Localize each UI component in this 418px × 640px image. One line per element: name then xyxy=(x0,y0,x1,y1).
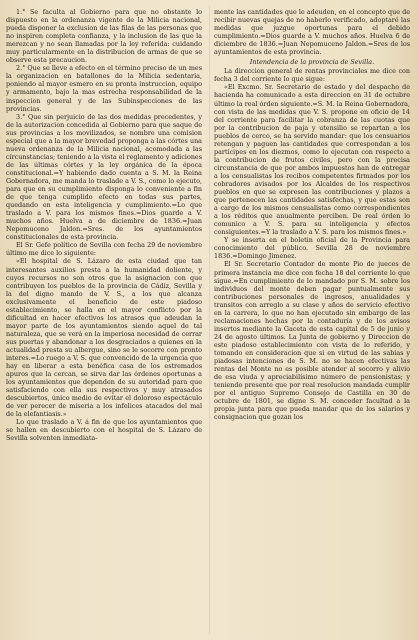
paragraph-5: «El hospital de S. Lázaro de esta ciudad que tan interesantes auxilios presta a la humanidad doliente, y cuyos recursos no son otros que la asignacion con que contribuyen los pueblos de la provincia de Cádiz, Sevilla y la del digno mando de V. S., a los que alcanza exclusivamente el beneficio de este piadoso establecimiento, se halla en el mayor conflicto por la dificultad en hacer efectivos los atrasos que adeudan la mayor parte de los ayuntamientos siendo aquel de tal naturaleza, que se verá en la imperiosa necesidad de cerrar sus puertas y abandonar a los desgraciados a quienes en la actualidad presta su albergue, sino se le socorre con pronto interes.=Lo ruego a V. S. que convencido de la urgencia que hay en liberar a esta benéfica casa de los estremados apuros que la cercan, se sirva dar las órdenes oportunas a los ayuntamientos que dependen de su autoridad para que satisfaciendo con ella sus respectivos y muy atrasados descubiertos, único medio de evitar el doloroso espectáculo de ver perecer de miseria a los infelices atacados del mal de la elefantiasis.» xyxy=(6,257,202,419)
column-gutter xyxy=(209,6,210,634)
paragraph-4: El Sr. Gefe político de Sevilla con fecha 29 de noviembre último me dice lo siguiente: xyxy=(6,241,202,258)
paragraph-r3: Y se inserta en el boletin oficial de la Provincia para conocimiento del público. Sevilla 28 de noviembre 1836.=Domingo Jimenez. xyxy=(214,236,410,261)
paragraph-2: 2.° Que se lleve a efecto en el término preciso de un mes la organizacion en batallones de la Milicia sedentaria, poniendo al mayor esmero en su pronta instruccion, equipo y armamento, bajo la mas estrecha responsabilidad de la inspeccion general y de las Subinspecciones de las provincias. xyxy=(6,64,202,113)
paragraph-6: Lo que traslado a V. á fin de que los ayuntamientos que se hallen en descubierto con el hospital de S. Lázaro de Sevilla solventen inmediata- xyxy=(6,418,202,443)
right-column xyxy=(214,8,410,421)
paragraph-1: 1.° Se faculta al Gobierno para que no obstante lo dispuesto en la ordenanza vigente de la Milicia nacional, pueda disponer la exclusion de las filas de las personas que no inspiren completa confianza, y la inclusion de las que la merezcan y no sean llamadas por la ley referida: cuidando muy particularmente en la distribucion de armas de que se observe esta precaucion. xyxy=(6,8,202,65)
paragraph-continued: mente las cantidades que le adeuden, en el concepto que de recibir nuevas quejas de no haberlo verificado, adoptaré las medidas que juzgue oportunas para el debido cumplimiento.=Dios guarde a V. muchos años. Huelva 6 de diciembre de 1836.=Juan Nepomuceno Jaldon.=Sres de los ayuntamientos de esta provincia. xyxy=(214,8,410,57)
paragraph-3: 3.° Que sin perjuicio de las dos medidas precedentes, y de la autorizacion concedida al Gobierno para que saque de sus provincias a los movilizados, se nombre una comision especial que a la mayor brevedad proponga a las córtes una nueva ordenanza de la Milicia nacional, acomodada a las circunstancias; teniendo a la vista el reglamento y adiciones de las últimas córtes y la ley orgánica de la época constitucional.=Y habiendo dado cuenta a S. M. la Reina Gobernadora, me manda lo traslade a V. S., como lo ejecuto, para que en su cumplimiento disponga lo conveniente a fin de que tenga cumplido efecto en todas sus partes, quedando en esta inteligencia y cumplimiento.=Lo que traslado a V. para los mismos fines.=Dios guarde a V. muchos años. Huelva a de diciembre de 1836.=Juan Nepomuceno Jaldon.=Sres. de los ayuntamientos constitucionales de esta provincia. xyxy=(6,112,202,242)
section-heading: Intendencia de la provincia de Sevilla. xyxy=(249,58,375,67)
paragraph-r4: El Sr. Secretario Contador de monte Pio de jueces de primera instancia me dice con fecha 18 del corriente lo que sigue.=En cumplimiento de lo mandado por S. M. sobre los individuos del monte deben pagar puntualmente sus contribuciones personales de ingresos, anualidades y transitos con arreglo a su clase y años de servicio efectivo en la carrera, lo que no han ejecutado sin embargo de las reclamaciones hechas por la contaduría y de los avisos insertos mediante la Gaceta de esta capital de 5 de junio y 24 de agosto últimos. La Junta de gobierno y Direccion de este piadoso establecimiento con vista de lo referido, y tomando en consideracion que si en virtud de las sabias y piadosas intenciones de S. M. no se hacen efectivas las rentas del Monte no es posible atender al socorro y alivio de esa viuda y apreciabilísimo número de pensionistas; y teniendo presente que por real resolucion mandada cumplir por el antiguo Supremo Consejo de Castilla en 30 de octubre de 1801, se digne S. M. conceder facultad a la propia junta para que pueda mandar que de los salarios y consignacion que gozan los xyxy=(214,260,410,422)
paragraph-r2: «El Excmo. Sr. Secretario de estado y del despacho de hacienda ha comunicado a esta direccion en 31 de octubre último la real órden siguiente.=S. M. la Reina Gobernadora, con vista de las medidas que V. S. propone en oficio de 14 del corriente para facilitar la cobranza de las cuotas que por la contribucion de paja y utensilio se repartan a los pueblos de cerco, se ha servido mandar: que los censuarios retengan y paguen las cantidades que correspondan a los partícipes en los diezmos, como lo ejecutan con respecto a la contribucion de frutos civiles, pero con la precisa circunstancia de que por ambos impuestos han de entregar a los censualistas los recibos competentes firmados por los cobradores avisados por los Alcaldes de los respectivos pueblos en que se expresen las contribuciones y plazos a que pertenecen las cantidades satisfechas, y que estas son a cargo de los mismos censualistas como correspondientes a los réditos que anualmente perciben. De real órden lo comunico a V. S. para su inteligencia y efectos consiguientes.=Y la traslado a V. S. para los mismos fines.» xyxy=(214,83,410,237)
paragraph-r1: La direccion general de rentas provinciales me dice con fecha 3 del corriente lo que sigue: xyxy=(214,67,410,84)
left-column xyxy=(6,8,202,443)
